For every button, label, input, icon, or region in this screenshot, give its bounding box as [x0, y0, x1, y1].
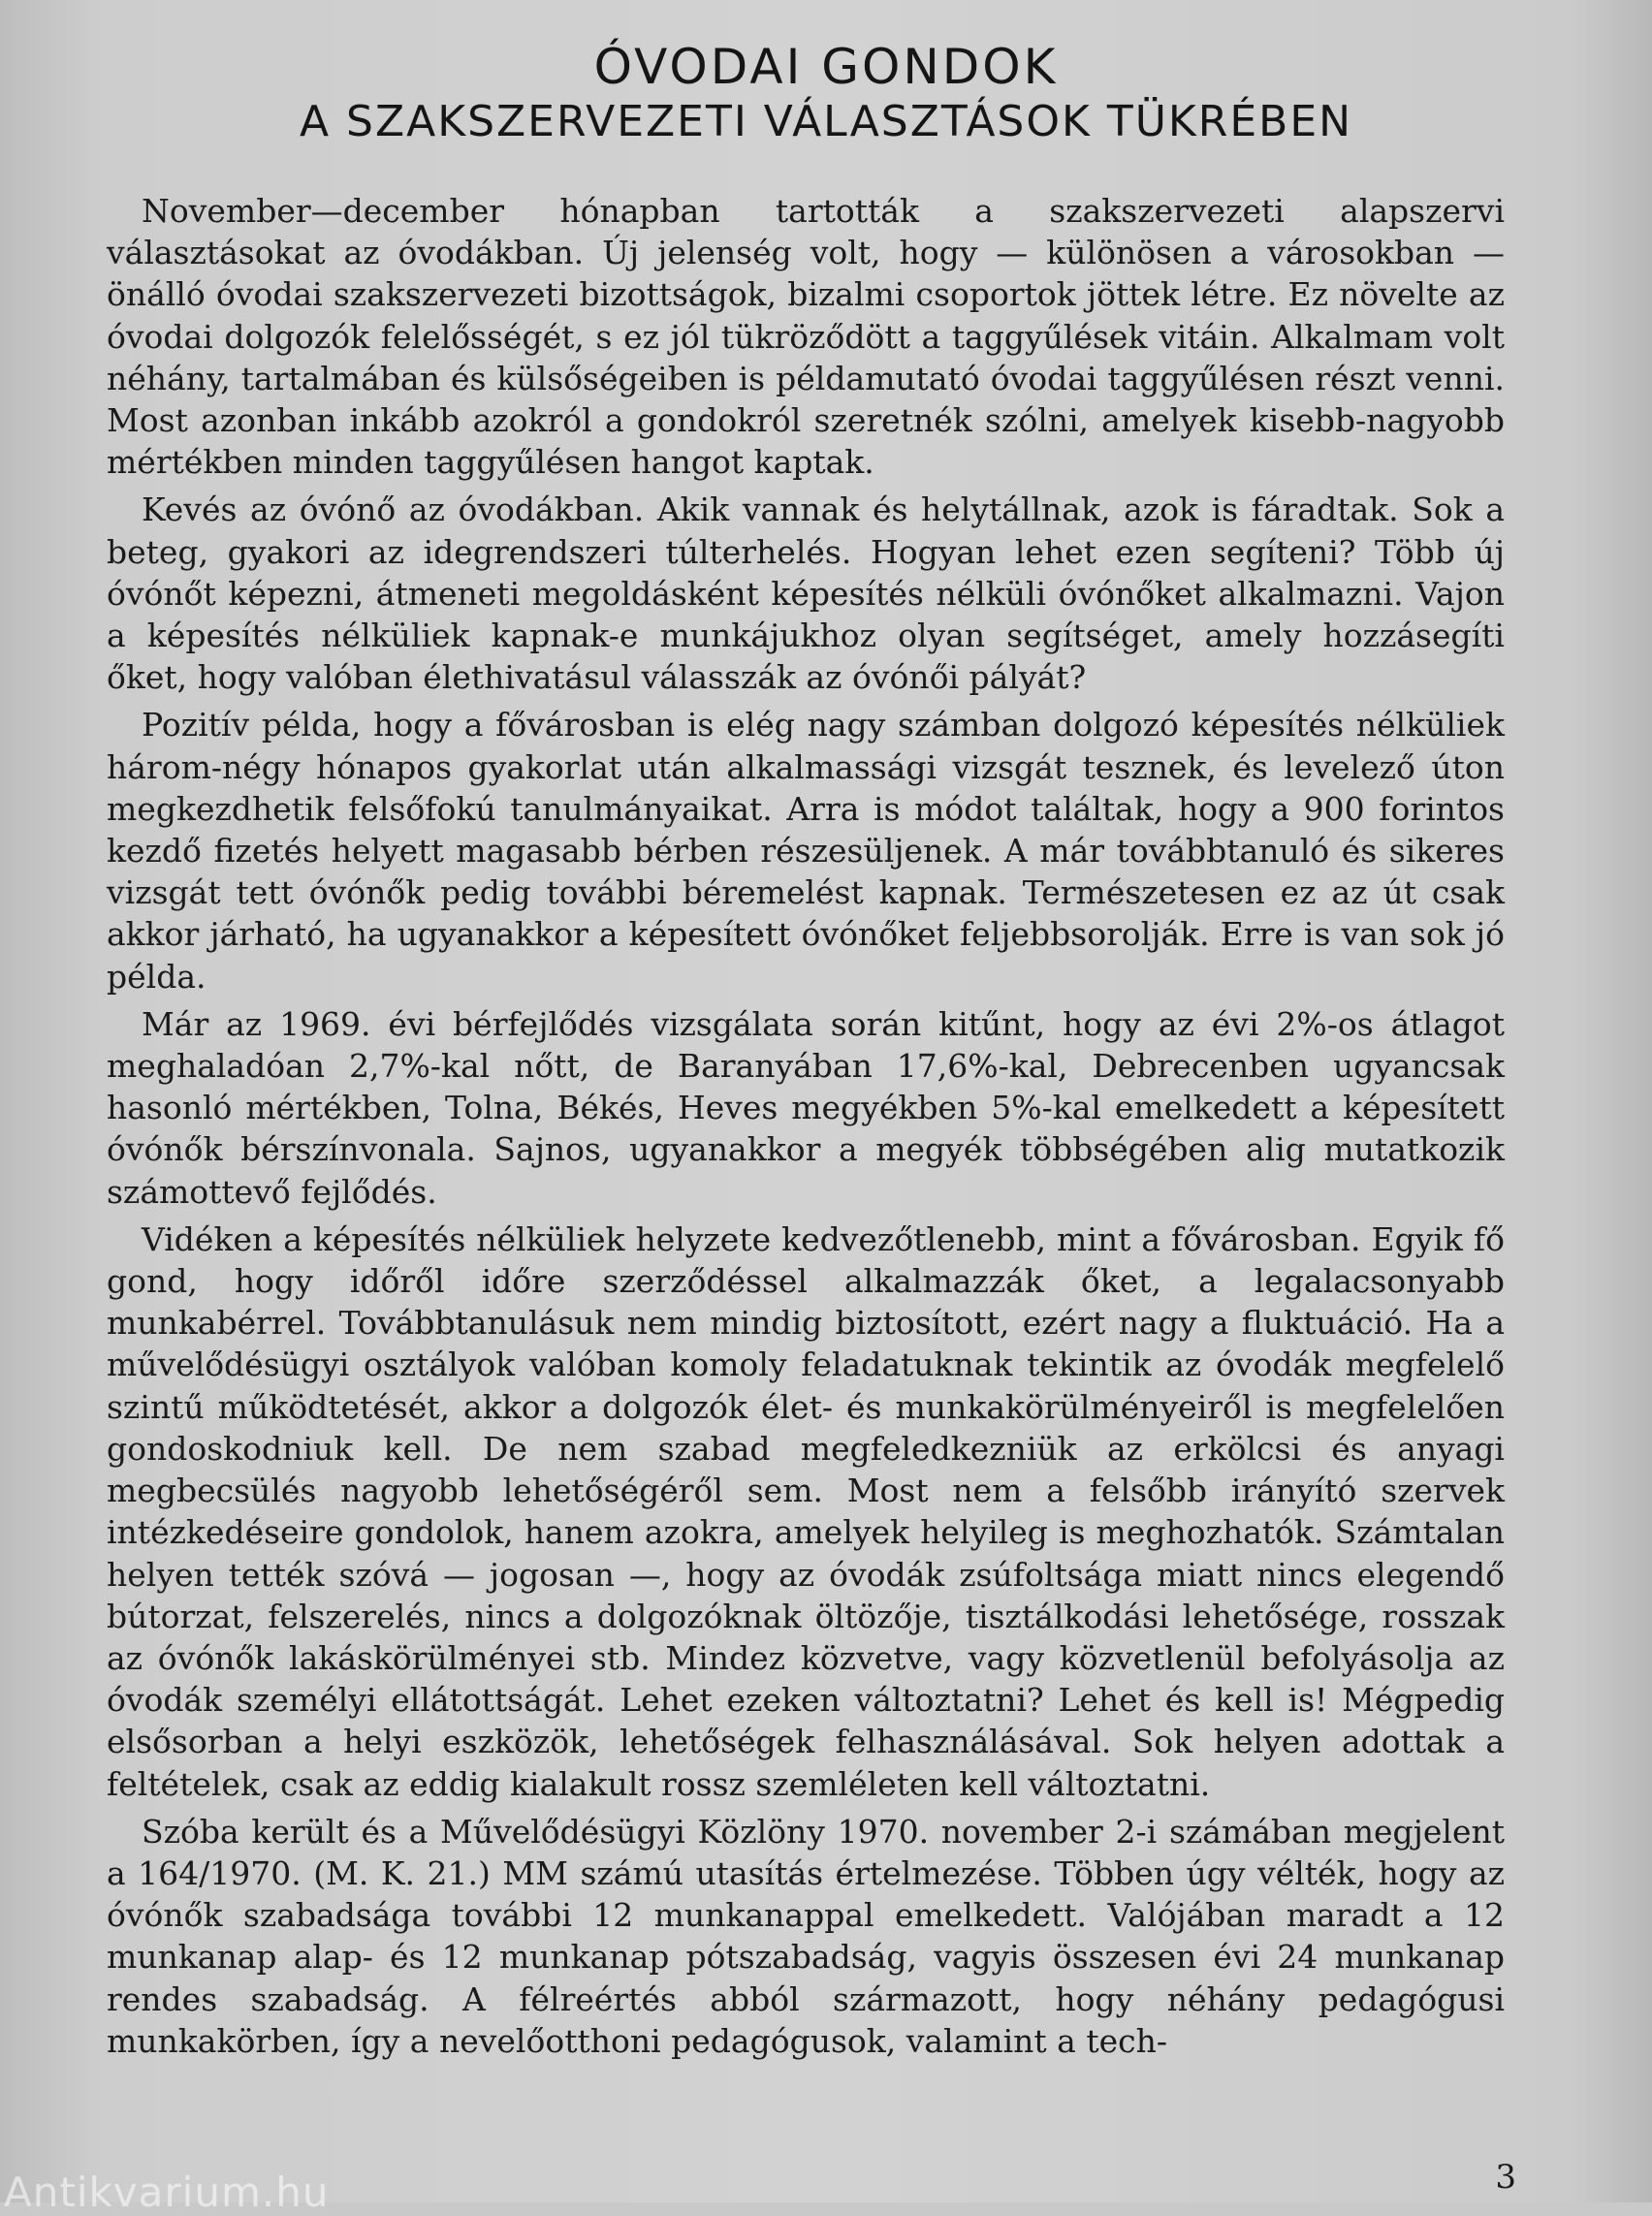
page-subtitle: A SZAKSZERVEZETI VÁLASZTÁSOK TÜKRÉBEN [299, 97, 1353, 146]
paragraph: Szóba került és a Művelődésügyi Közlöny 1970. november 2-i számában megjelent a 164/1970. (M. K. 21.) MM számú utasítás értelmezése. Többen úgy vélték, hogy az óvónők szabadsága további 12 munkanappal emelkedett. Valójában maradt a 12 munkanap alap- és 12 munkanap pótszabadság, vagyis összesen évi 24 munkanap rendes szabadság. A félreértés abból származott, hogy néhány pedagógusi munkakörben, így a nevelőotthoni pedagógusok, valamint a tech- [107, 1812, 1505, 2060]
watermark: Antikvarium.hu [4, 2169, 330, 2216]
page-number: 3 [1495, 2158, 1516, 2197]
paragraph: Már az 1969. évi bérfejlődés vizsgálata során kitűnt, hogy az évi 2%-os átlagot meghaladóan 2,7%-kal nőtt, de Baranyában 17,6%-kal, Debrecenben ugyancsak hasonló mértékben, Tolna, Békés, Heves megyékben 5%-kal emelkedett a képesített óvónők bérszínvonala. Sajnos, ugyanakkor a megyék többségében alig mutatkozik számottevő fejlődés. [107, 1004, 1505, 1211]
paragraph: November—december hónapban tartották a szakszervezeti alapszervi választásokat az óvodákban. Új jelenség volt, hogy — különösen a városokban — önálló óvodai szakszervezeti bizottságok, bizalmi csoportok jöttek létre. Ez növelte az óvodai dolgozók felelősségét, s ez jól tükröződött a taggyűlések vitáin. Alkalmam volt néhány, tartalmában és külsőségeiben is példamutató óvodai taggyűlésen részt venni. Most azonban inkább azokról a gondokról szeretnék szólni, amelyek kisebb-nagyobb mértékben minden taggyűlésen hangot kaptak. [107, 192, 1505, 482]
page-title: ÓVODAI GONDOK [593, 39, 1059, 95]
paragraph: Kevés az óvónő az óvodákban. Akik vannak és helytállnak, azok is fáradtak. Sok a beteg, gyakori az idegrendszeri túlterhelés. Hogyan lehet ezen segíteni? Több új óvónőt képezni, átmeneti megoldásként képesítés nélküli óvónőket alkalmazni. Vajon a képesítés nélküliek kapnak-e munkájukhoz olyan segítséget, amely hozzásegíti őket, hogy valóban élethivatásul válasszák az óvónői pályát? [107, 491, 1505, 697]
article-body [107, 190, 1505, 2068]
paragraph: Vidéken a képesítés nélküliek helyzete kedvezőtlenebb, mint a fővárosban. Egyik fő gond, hogy időről időre szerződéssel alkalmazzák őket, a legalacsonyabb munkabérrel. Továbbtanulásuk nem mindig biztosított, ezért nagy a fluktuáció. Ha a művelődésügyi osztályok valóban komoly feladatuknak tekintik az óvodák megfelelő szintű működtetését, akkor a dolgozók élet- és munkakörülményeiről is megfelelően gondoskodniuk kell. De nem szabad megfeledkezniük az erkölcsi és anyagi megbecsülés nagyobb lehetőségéről sem. Most nem a felsőbb irányító szervek intézkedéseire gondolok, hanem azokra, amelyek helyileg is meghozhatók. Számtalan helyen tették szóvá — jogosan —, hogy az óvodák zsúfoltsága miatt nincs elegendő bútorzat, felszerelés, nincs a dolgozóknak öltözője, tisztálkodási lehetősége, rosszak az óvónők lakáskörülményei stb. Mindez közvetve, vagy közvetlenül befolyásolja az óvodák személyi ellátottságát. Lehet ezeken változtatni? Lehet és kell is! Mégpedig elsősorban a helyi eszközök, lehetőségek felhasználásával. Sok helyen adottak a feltételek, csak az eddig kialakult rossz szemléleten kell változtatni. [107, 1219, 1505, 1803]
paragraph: Pozitív példa, hogy a fővárosban is elég nagy számban dolgozó képesítés nélküliek három-négy hónapos gyakorlat után alkalmassági vizsgát tesznek, és levelező úton megkezdhetik felsőfokú tanulmányaikat. Arra is módot találtak, hogy a 900 forintos kezdő fizetés helyett magasabb bérben részesüljenek. A már továbbtanuló és sikeres vizsgát tett óvónők pedig további béremelést kapnak. Természetesen ez az út csak akkor járható, ha ugyanakkor a képesített óvónőket feljebbsorolják. Erre is van sok jó példa. [107, 706, 1505, 996]
